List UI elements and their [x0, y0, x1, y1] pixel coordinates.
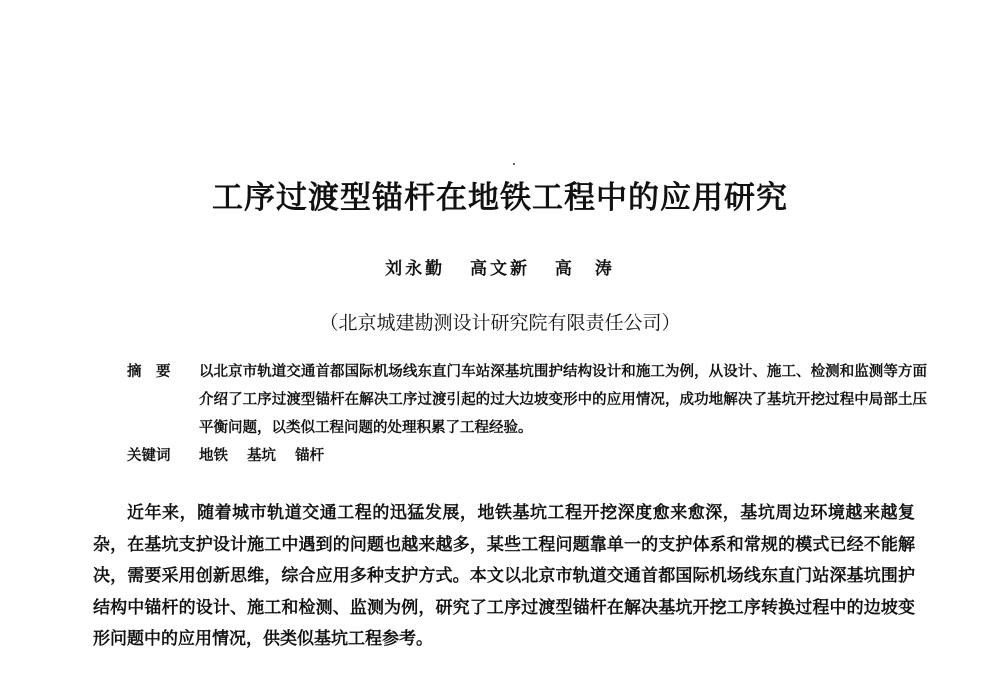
keywords-label: 关键词 [127, 447, 171, 464]
author-name: 高 涛 [554, 259, 615, 279]
author-list [0, 254, 1000, 279]
scan-speck [513, 163, 515, 165]
keywords-row [127, 442, 927, 470]
abstract-label: 摘 要 [127, 363, 171, 380]
intro-paragraph: 近年来，随着城市轨道交通工程的迅猛发展，地铁基坑工程开挖深度愈来愈深，基坑周边环境越来越复杂，在基坑支护设计施工中遇到的问题也越来越多，某些工程问题靠单一的支护体系和常规的模式已经不能解决，需要采用创新思维，综合应用多种支护方式。本文以北京市轨道交通首都国际机场线东直门站深基坑围护结构中锚杆的设计、施工和检测、监测为例，研究了工序过渡型锚杆在解决基坑开挖工序转换过程中的边坡变形问题中的应用情况，供类似基坑工程参考。 [93, 503, 915, 649]
keyword: 锚杆 [295, 447, 325, 464]
paper-title: 工序过渡型锚杆在地铁工程中的应用研究 [212, 180, 788, 216]
abstract-text: 以北京市轨道交通首都国际机场线东直门车站深基坑围护结构设计和施工为例，从设计、施工、检测和监测等方面介绍了工序过渡型锚杆在解决工序过渡引起的过大边坡变形中的应用情况，成功地解决了基坑开挖过程中局部土压平衡问题，以类似工程问题的处理积累了工程经验。 [199, 363, 927, 436]
affiliation: （北京城建勘测设计研究院有限责任公司） [319, 312, 681, 334]
keyword: 地铁 [199, 447, 228, 464]
abstract-section [127, 358, 927, 470]
keyword: 基坑 [247, 447, 277, 464]
author-name: 高文新 [470, 259, 530, 279]
author-name: 刘永勤 [385, 259, 446, 279]
